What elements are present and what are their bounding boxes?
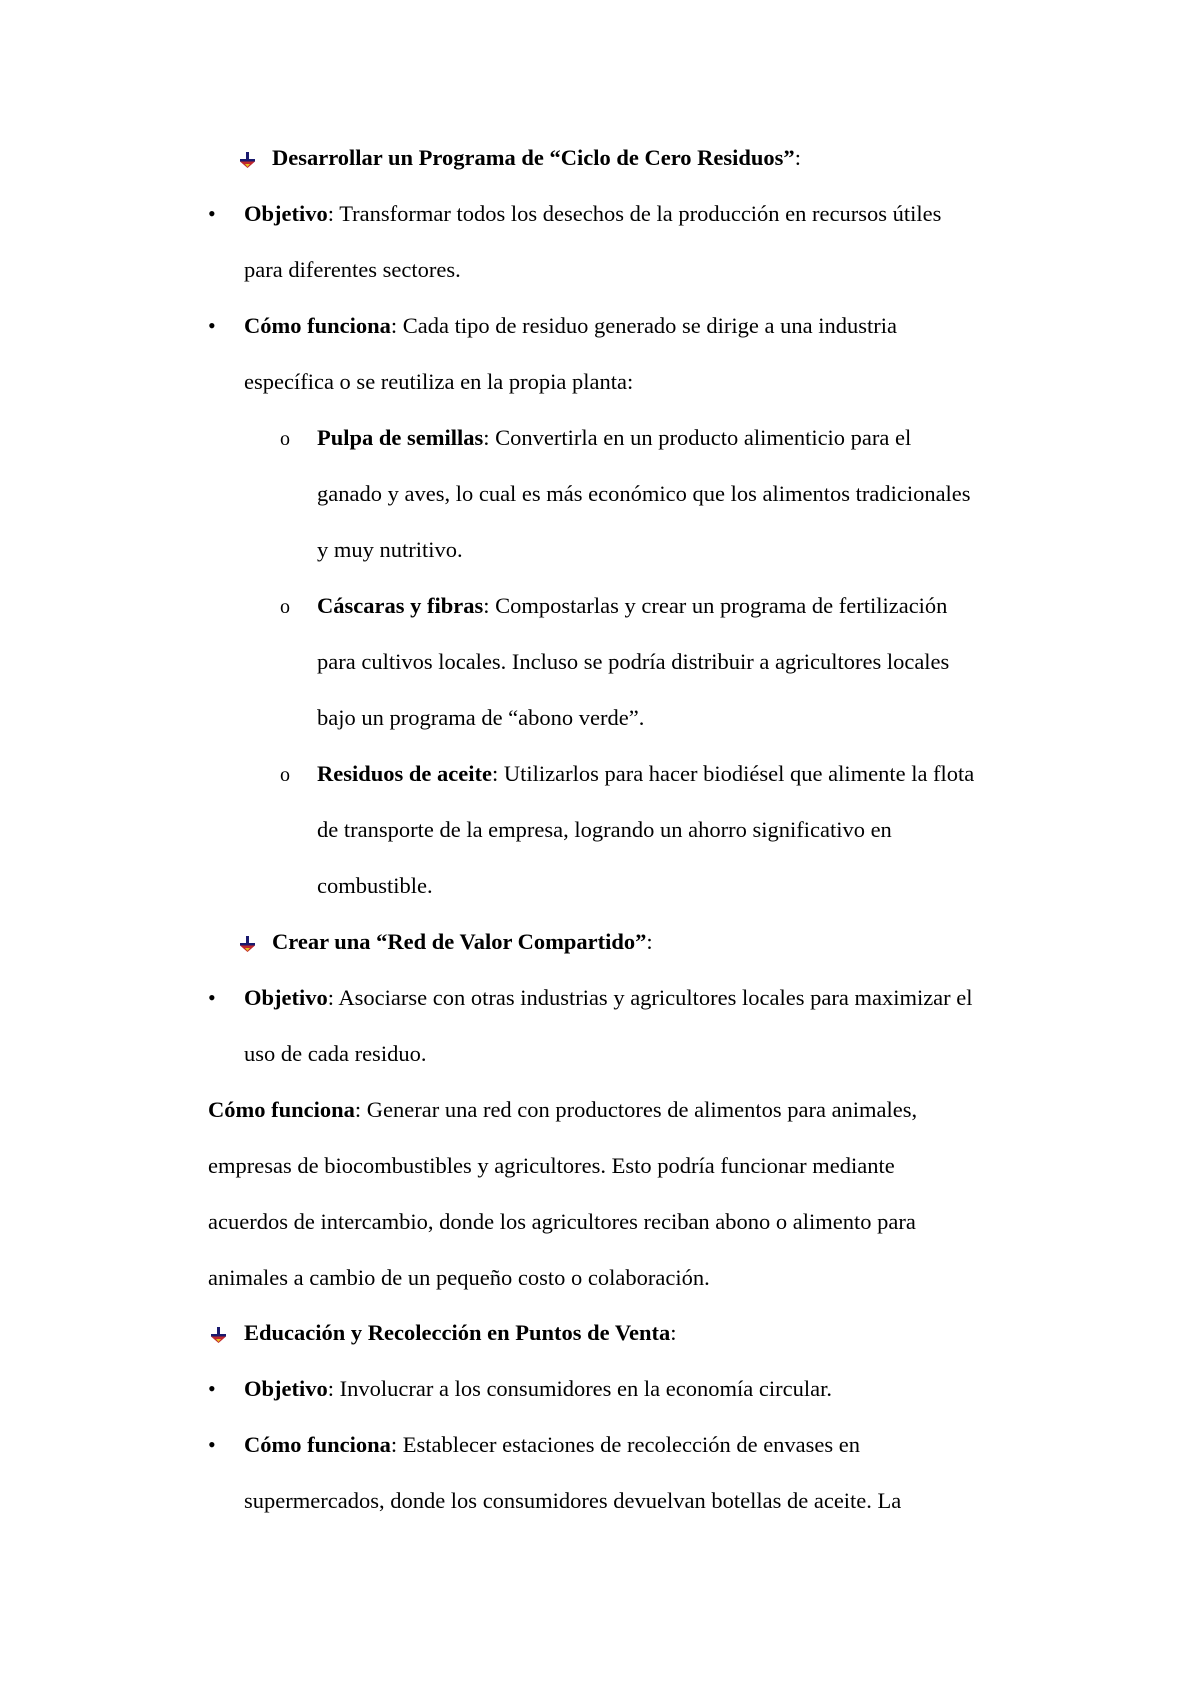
bullet-dot: • — [208, 201, 216, 226]
how-label: Cómo funciona — [244, 313, 391, 338]
bullet-dot: • — [208, 1376, 216, 1401]
sub-item-continuation: para cultivos locales. Incluso se podría distribuir a agricultores locales — [317, 649, 950, 674]
how-continuation: acuerdos de intercambio, donde los agricultores reciban abono o alimento para — [208, 1209, 916, 1234]
sub-item-continuation: bajo un programa de “abono verde”. — [317, 705, 645, 730]
how-text: : Cada tipo de residuo generado se dirige a una industria — [390, 313, 897, 338]
bullet-dot: • — [208, 313, 216, 338]
objective-label: Objetivo — [244, 985, 328, 1010]
how-continuation: animales a cambio de un pequeño costo o colaboración. — [208, 1265, 710, 1290]
bullet-how — [244, 1430, 860, 1460]
sub-item-continuation: de transporte de la empresa, logrando un ahorro significativo en — [317, 817, 892, 842]
how-text: : Establecer estaciones de recolección de envases en — [390, 1432, 861, 1457]
sub-item-label: Cáscaras y fibras — [317, 593, 484, 618]
how-label: Cómo funciona — [208, 1097, 355, 1122]
how-continuation: supermercados, donde los consumidores devuelvan botellas de aceite. La — [244, 1488, 902, 1513]
sub-item-continuation: y muy nutritivo. — [317, 537, 463, 562]
objective-label: Objetivo — [244, 1376, 328, 1401]
section-heading-text: Desarrollar un Programa de “Ciclo de Cero Residuos” — [272, 145, 795, 170]
sub-item-continuation: ganado y aves, lo cual es más económico que los alimentos tradicionales — [317, 481, 971, 506]
sub-item-continuation: combustible. — [317, 873, 433, 898]
sub-bullet-circle: o — [280, 764, 290, 786]
bullet-dot: • — [208, 985, 216, 1010]
objective-text: : Transformar todos los desechos de la producción en recursos útiles — [327, 201, 942, 226]
objective-continuation: para diferentes sectores. — [244, 257, 461, 282]
section-heading — [272, 143, 801, 173]
sub-item-residuos — [317, 759, 974, 789]
how-paragraph — [208, 1095, 917, 1125]
sub-item-cascaras — [317, 591, 947, 621]
arrow-down-bullet-icon — [237, 150, 257, 170]
objective-continuation: uso de cada residuo. — [244, 1041, 427, 1066]
sub-item-pulpa — [317, 423, 911, 453]
sub-item-label: Pulpa de semillas — [317, 425, 484, 450]
how-text: : Generar una red con productores de alimentos para animales, — [354, 1097, 918, 1122]
arrow-down-bullet-icon — [237, 934, 257, 954]
sub-item-text: : Utilizarlos para hacer biodiésel que alimente la flota — [491, 761, 975, 786]
bullet-objective — [244, 199, 941, 229]
section-heading — [244, 1318, 677, 1348]
how-label: Cómo funciona — [244, 1432, 391, 1457]
bullet-dot: • — [208, 1432, 216, 1457]
section-heading-suffix: : — [646, 929, 653, 954]
objective-text: : Involucrar a los consumidores en la economía circular. — [327, 1376, 832, 1401]
section-heading-suffix: : — [670, 1320, 677, 1345]
section-heading-text: Educación y Recolección en Puntos de Venta — [244, 1320, 671, 1345]
arrow-down-bullet-icon — [208, 1325, 228, 1345]
sub-item-text: : Convertirla en un producto alimenticio para el — [483, 425, 912, 450]
how-continuation: empresas de biocombustibles y agricultores. Esto podría funcionar mediante — [208, 1153, 895, 1178]
sub-bullet-circle: o — [280, 428, 290, 450]
sub-item-label: Residuos de aceite — [317, 761, 492, 786]
section-heading-text: Crear una “Red de Valor Compartido” — [272, 929, 647, 954]
objective-text: : Asociarse con otras industrias y agricultores locales para maximizar el — [327, 985, 973, 1010]
bullet-how — [244, 311, 897, 341]
sub-bullet-circle: o — [280, 596, 290, 618]
section-heading — [272, 927, 653, 957]
objective-label: Objetivo — [244, 201, 328, 226]
bullet-objective — [244, 983, 973, 1013]
sub-item-text: : Compostarlas y crear un programa de fertilización — [483, 593, 948, 618]
bullet-objective — [244, 1374, 832, 1404]
section-heading-suffix: : — [794, 145, 801, 170]
how-continuation: específica o se reutiliza en la propia planta: — [244, 369, 634, 394]
